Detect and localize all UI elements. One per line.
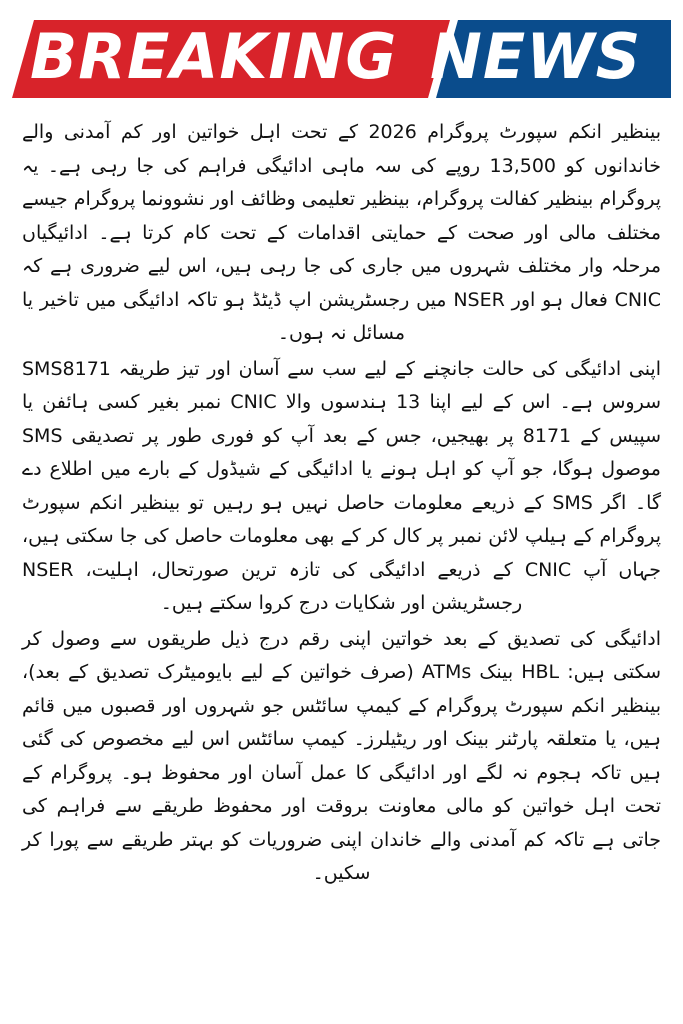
- article-paragraph-3: ادائیگی کی تصدیق کے بعد خواتین اپنی رقم درج ذیل طریقوں سے وصول کر سکتی ہیں: HBL بینک ATMs (صرف خواتین کے لیے بایومیٹرک تصدیق کے بعد)، بینظیر انکم سپورٹ پروگرام کے کیمپ سائٹس جو شہروں اور قصبوں میں قائم ہیں، یا متعلقہ پارٹنر بینک اور ریٹیلرز۔ کیمپ سائٹس اس لیے مخصوص کی گئی ہیں تاکہ ہجوم نہ لگے اور ادائیگی کا عمل آسان اور محفوظ ہو۔ پروگرام کے تحت اہل خواتین کو مالی معاونت بروقت اور محفوظ طریقے سے فراہم کی جاتی ہے تاکہ کم آمدنی والے خاندان اپنی ضروریات کو بہتر طریقے سے پورا کر سکیں۔: [22, 627, 661, 884]
- banner-breaking-text: BREAKING: [30, 20, 398, 93]
- article-paragraph-2: اپنی ادائیگی کی حالت جانچنے کے لیے سب سے آسان اور تیز طریقہ SMS8171 سروس ہے۔ اس کے لیے اپنا 13 ہندسوں والا CNIC نمبر بغیر کسی ہائفن یا سپیس کے 8171 پر بھیجیں، جس کے بعد آپ کو فوری طور پر تصدیقی SMS موصول ہوگا، جو آپ کو اہل ہونے یا ادائیگی کے شیڈول کے بارے میں اطلاع دے گا۔ اگر SMS کے ذریعے معلومات حاصل نہیں ہو رہیں تو بینظیر انکم سپورٹ پروگرام کے ہیلپ لائن نمبر پر کال کر کے بھی معلومات حاصل کی جا سکتی ہیں، جہاں آپ CNIC کے ذریعے ادائیگی کی تازہ ترین صورتحال، اہلیت، NSER رجسٹریشن اور شکایات درج کروا سکتے ہیں۔: [22, 357, 662, 614]
- article-body: [0, 110, 683, 891]
- breaking-news-banner: [0, 0, 683, 110]
- banner-news-text: NEWS: [430, 20, 642, 93]
- article-paragraph-1: بینظیر انکم سپورٹ پروگرام 2026 کے تحت اہل خواتین اور کم آمدنی والے خاندانوں کو 13,500 روپے کی سہ ماہی ادائیگی فراہم کی جا رہی ہے۔ یہ پروگرام بینظیر کفالت پروگرام، بینظیر تعلیمی وظائف اور نشوونما پروگرام جیسے مختلف مالی اور صحت کے حمایتی اقدامات کے تحت کام کرتا ہے۔ ادائیگیاں مرحلہ وار مختلف شہروں میں جاری کی جا رہی ہیں، اس لیے ضروری ہے کہ CNIC فعال ہو اور NSER میں رجسٹریشن اپ ڈیٹڈ ہو تاکہ ادائیگی میں تاخیر یا مسائل نہ ہوں۔: [22, 121, 662, 344]
